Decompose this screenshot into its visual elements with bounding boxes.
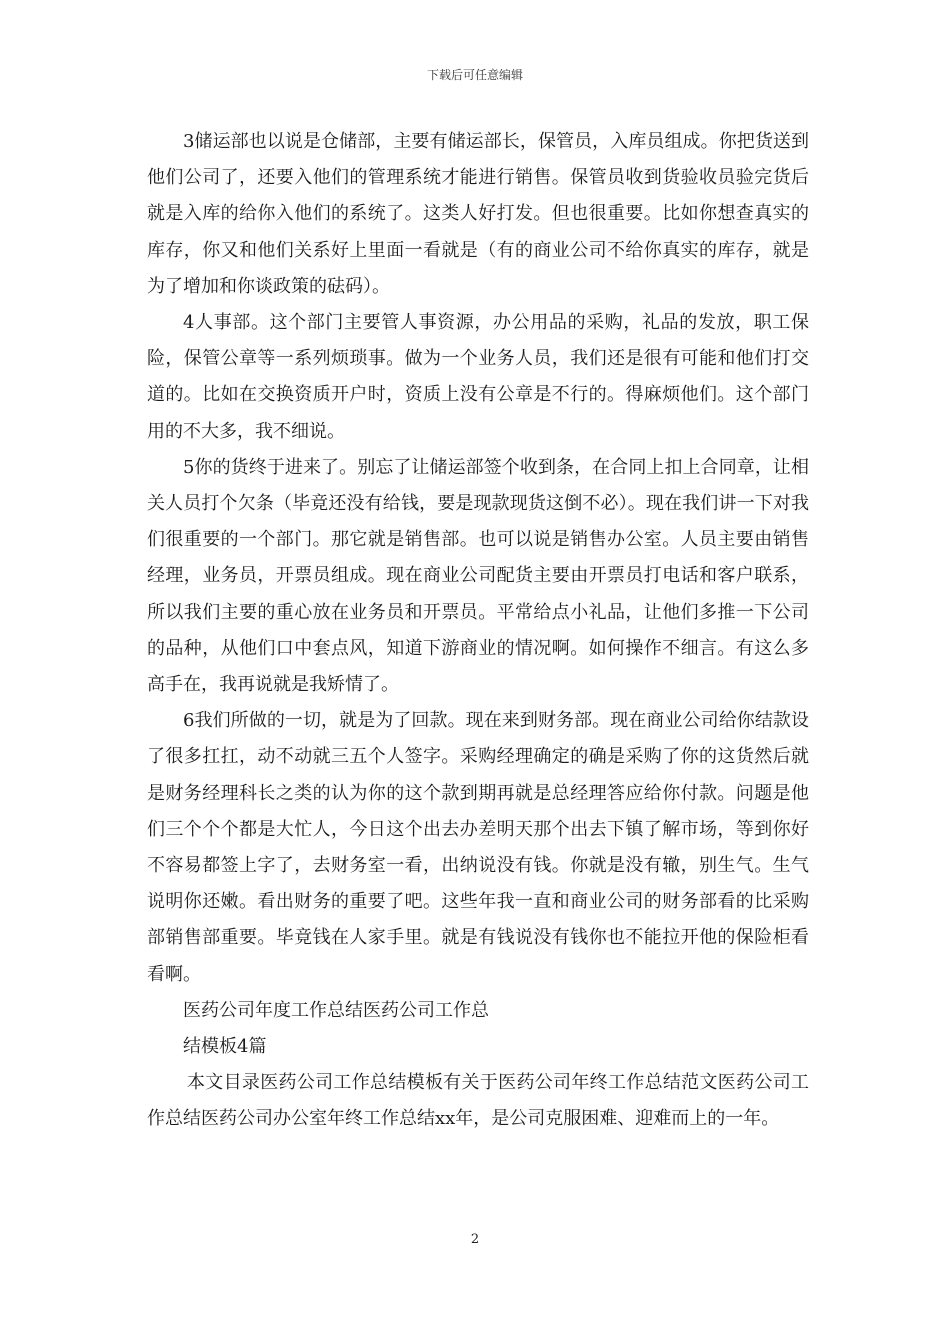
paragraph-finance-dept: 6我们所做的一切，就是为了回款。现在来到财务部。现在商业公司给你结款设了很多扛扛，动不动就三五个人签字。采购经理确定的确是采购了你的这货然后就是财务经理科长之类的认为你的这个款到期再就是总经理答应给你付款。问题是他们三个个个都是大忙人，今日这个出去办差明天那个出去下镇了解市场，等到你好不容易都签上字了，去财务室一看，出纳说没有钱。你就是没有辙，别生气。生气说明你还嫩。看出财务的重要了吧。这些年我一直和商业公司的财务部看的比采购部销售部重要。毕竟钱在人家手里。就是有钱说没有钱你也不能拉开他的保险柜看看啊。 (147, 710, 809, 985)
section-title-line-1: 医药公司年度工作总结医药公司工作总 (183, 999, 489, 1021)
paragraph-summary-intro: 本文目录医药公司工作总结模板有关于医药公司年终工作总结范文医药公司工作总结医药公司办公室年终工作总结xx年，是公司克服困难、迎难而上的一年。 (147, 1072, 809, 1130)
paragraph-hr-dept: 4人事部。这个部门主要管人事资源，办公用品的采购，礼品的发放，职工保险，保管公章等一系列烦琐事。做为一个业务人员，我们还是很有可能和他们打交道的。比如在交换资质开户时，资质上没有公章是不行的。得麻烦他们。这个部门用的不大多，我不细说。 (147, 312, 809, 442)
paragraph-storage-dept: 3储运部也以说是仓储部，主要有储运部长，保管员，入库员组成。你把货送到他们公司了，还要入他们的管理系统才能进行销售。保管员收到货验收员验完货后就是入库的给你入他们的系统了。这类人好打发。但也很重要。比如你想查真实的库存，你又和他们关系好上里面一看就是（有的商业公司不给你真实的库存，就是为了增加和你谈政策的砝码）。 (147, 131, 809, 297)
paragraph-sales-dept: 5你的货终于进来了。别忘了让储运部签个收到条，在合同上扣上合同章，让相关人员打个欠条（毕竟还没有给钱，要是现款现货这倒不必）。现在我们讲一下对我们很重要的一个部门。那它就是销售部。也可以说是销售办公室。人员主要由销售经理，业务员，开票员组成。现在商业公司配货主要由开票员打电话和客户联系，所以我们主要的重心放在业务员和开票员。平常给点小礼品，让他们多推一下公司的品种，从他们口中套点风，知道下游商业的情况啊。如何操作不细言。有这么多高手在，我再说就是我矫情了。 (147, 456, 809, 696)
page-number: 2 (470, 1232, 480, 1247)
document-body (147, 124, 809, 1138)
section-title-line-2: 结模板4篇 (183, 1036, 267, 1058)
page-header: 下载后可任意编辑 (426, 68, 523, 82)
